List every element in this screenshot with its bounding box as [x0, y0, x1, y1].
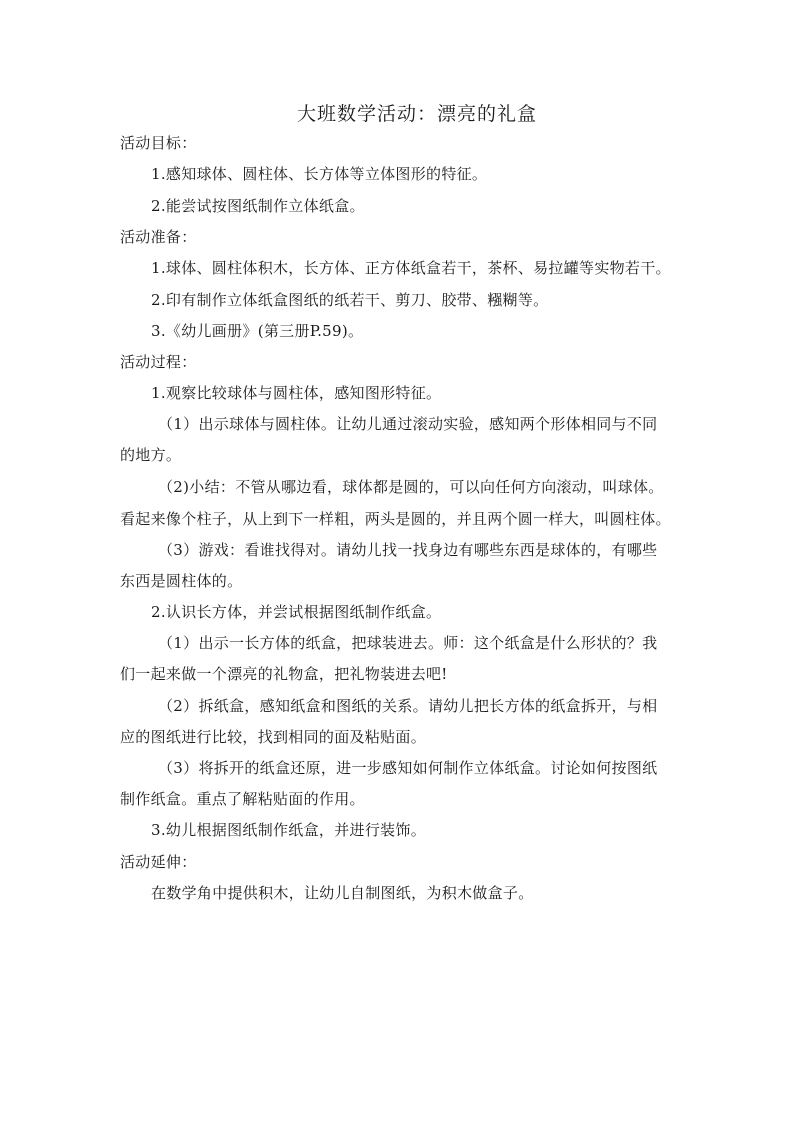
goals-heading: 活动目标：	[120, 134, 197, 152]
goal-item: 2.能尝试按图纸制作立体纸盒。	[151, 197, 365, 215]
paragraph-line: （1）出示一长方体的纸盒，把球装进去。师：这个纸盒是什么形状的？我	[158, 634, 658, 652]
process-step: 3.幼儿根据图纸制作纸盒，并进行装饰。	[151, 821, 427, 839]
paragraph-line: 应的图纸进行比较，找到相同的面及粘贴面。	[120, 728, 427, 746]
paragraph-line: （3）将拆开的纸盒还原，进一步感知如何制作立体纸盒。讨论如何按图纸	[158, 759, 658, 777]
extension-text: 在数学角中提供积木，让幼儿自制图纸，为积木做盒子。	[151, 884, 534, 902]
process-heading: 活动过程：	[120, 353, 197, 371]
goal-item: 1.感知球体、圆柱体、长方体等立体图形的特征。	[151, 165, 488, 183]
paragraph-line: 们一起来做一个漂亮的礼物盒，把礼物装进去吧!	[120, 665, 448, 683]
paragraph-line: （1）出示球体与圆柱体。让幼儿通过滚动实验，感知两个形体相同与不同	[158, 415, 658, 433]
paragraph-line: （3）游戏：看谁找得对。请幼儿找一找身边有哪些东西是球体的，有哪些	[158, 541, 658, 559]
document-title: 大班数学活动：漂亮的礼盒	[296, 103, 537, 125]
process-step: 2.认识长方体，并尝试根据图纸制作纸盒。	[151, 603, 442, 621]
prep-heading: 活动准备：	[120, 228, 197, 246]
prep-item: 3.《幼儿画册》(第三册P.59)。	[151, 322, 364, 340]
process-step: 1.观察比较球体与圆柱体，感知图形特征。	[151, 384, 442, 402]
paragraph-line: 东西是圆柱体的。	[120, 572, 243, 590]
prep-item: 1.球体、圆柱体积木，长方体、正方体纸盒若干，茶杯、易拉罐等实物若干。	[151, 259, 671, 277]
paragraph-line: （2)小结：不管从哪边看，球体都是圆的，可以向任何方向滚动，叫球体。	[158, 478, 664, 496]
paragraph-line: （2）拆纸盒，感知纸盒和图纸的关系。请幼儿把长方体的纸盒拆开，与相	[158, 697, 658, 715]
paragraph-line: 看起来像个柱子，从上到下一样粗，两头是圆的，并且两个圆一样大，叫圆柱体。	[120, 510, 671, 528]
paragraph-line: 的地方。	[120, 446, 182, 464]
extension-heading: 活动延伸：	[120, 853, 197, 871]
paragraph-line: 制作纸盒。重点了解粘贴面的作用。	[120, 790, 365, 808]
prep-item: 2.印有制作立体纸盒图纸的纸若干、剪刀、胶带、糨糊等。	[151, 291, 549, 309]
